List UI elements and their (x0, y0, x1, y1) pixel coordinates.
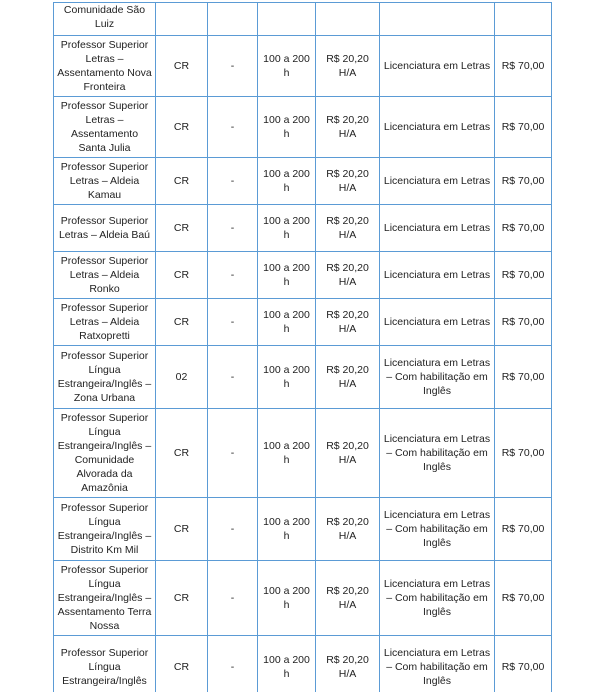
pay-cell: R$ 20,20 H/A (316, 561, 380, 636)
position-cell: Professor Superior Língua Estrangeira/Inglês – Zona Urbana (54, 346, 156, 409)
vacancies-cell: CR (156, 158, 208, 205)
pay-cell: R$ 20,20 H/A (316, 636, 380, 692)
requirement-cell: Licenciatura em Letras (380, 97, 495, 158)
table-row (54, 636, 552, 692)
fee-cell: R$ 70,00 (495, 636, 552, 692)
table-row (54, 36, 552, 97)
pay-cell: R$ 20,20 H/A (316, 409, 380, 498)
position-cell: Professor Superior Língua Estrangeira/Inglês – Assentamento Terra Nossa (54, 561, 156, 636)
vacancies-table (53, 2, 552, 692)
vacancies-cell: CR (156, 36, 208, 97)
position-cell: Professor Superior Letras – Aldeia Kamau (54, 158, 156, 205)
vacancies-cell: CR (156, 97, 208, 158)
pay-cell: R$ 20,20 H/A (316, 299, 380, 346)
reserve-cell: - (208, 158, 258, 205)
table-row (54, 299, 552, 346)
vacancies-cell: CR (156, 252, 208, 299)
vacancies-cell (156, 3, 208, 36)
requirement-cell: Licenciatura em Letras – Com habilitação em Inglês (380, 498, 495, 561)
fee-cell: R$ 70,00 (495, 97, 552, 158)
reserve-cell: - (208, 97, 258, 158)
table-row (54, 561, 552, 636)
workload-cell: 100 a 200 h (258, 561, 316, 636)
reserve-cell: - (208, 636, 258, 692)
pay-cell: R$ 20,20 H/A (316, 498, 380, 561)
table-row (54, 498, 552, 561)
position-cell: Professor Superior Língua Estrangeira/Inglês – Distrito Km Mil (54, 498, 156, 561)
workload-cell (258, 3, 316, 36)
pay-cell: R$ 20,20 H/A (316, 97, 380, 158)
reserve-cell: - (208, 409, 258, 498)
requirement-cell: Licenciatura em Letras (380, 158, 495, 205)
workload-cell: 100 a 200 h (258, 252, 316, 299)
requirement-cell: Licenciatura em Letras – Com habilitação em Inglês (380, 409, 495, 498)
requirement-cell: Licenciatura em Letras – Com habilitação em Inglês (380, 636, 495, 692)
position-cell: Professor Superior Letras – Assentamento Nova Fronteira (54, 36, 156, 97)
requirement-cell: Licenciatura em Letras (380, 36, 495, 97)
pay-cell: R$ 20,20 H/A (316, 346, 380, 409)
pay-cell: R$ 20,20 H/A (316, 205, 380, 252)
reserve-cell: - (208, 252, 258, 299)
requirement-cell (380, 3, 495, 36)
reserve-cell: - (208, 205, 258, 252)
table-row (54, 346, 552, 409)
workload-cell: 100 a 200 h (258, 97, 316, 158)
vacancies-cell: 02 (156, 346, 208, 409)
table-row (54, 158, 552, 205)
table-row (54, 3, 552, 36)
vacancies-cell: CR (156, 299, 208, 346)
reserve-cell: - (208, 346, 258, 409)
workload-cell: 100 a 200 h (258, 158, 316, 205)
requirement-cell: Licenciatura em Letras (380, 205, 495, 252)
fee-cell: R$ 70,00 (495, 205, 552, 252)
fee-cell: R$ 70,00 (495, 36, 552, 97)
vacancies-cell: CR (156, 409, 208, 498)
fee-cell: R$ 70,00 (495, 158, 552, 205)
reserve-cell: - (208, 498, 258, 561)
fee-cell: R$ 70,00 (495, 299, 552, 346)
workload-cell: 100 a 200 h (258, 409, 316, 498)
fee-cell: R$ 70,00 (495, 498, 552, 561)
position-cell: Comunidade São Luiz (54, 3, 156, 36)
reserve-cell: - (208, 299, 258, 346)
requirement-cell: Licenciatura em Letras – Com habilitação em Inglês (380, 346, 495, 409)
fee-cell: R$ 70,00 (495, 252, 552, 299)
table-row (54, 205, 552, 252)
requirement-cell: Licenciatura em Letras (380, 299, 495, 346)
table-row (54, 97, 552, 158)
workload-cell: 100 a 200 h (258, 299, 316, 346)
table-row (54, 252, 552, 299)
position-cell: Professor Superior Letras – Aldeia Ratxopretti (54, 299, 156, 346)
vacancies-cell: CR (156, 498, 208, 561)
reserve-cell: - (208, 561, 258, 636)
position-cell: Professor Superior Língua Estrangeira/Inglês – Comunidade Alvorada da Amazônia (54, 409, 156, 498)
pay-cell: R$ 20,20 H/A (316, 36, 380, 97)
vacancies-cell: CR (156, 205, 208, 252)
workload-cell: 100 a 200 h (258, 346, 316, 409)
fee-cell: R$ 70,00 (495, 409, 552, 498)
workload-cell: 100 a 200 h (258, 636, 316, 692)
workload-cell: 100 a 200 h (258, 36, 316, 97)
workload-cell: 100 a 200 h (258, 498, 316, 561)
requirement-cell: Licenciatura em Letras (380, 252, 495, 299)
reserve-cell (208, 3, 258, 36)
pay-cell (316, 3, 380, 36)
table-row (54, 409, 552, 498)
position-cell: Professor Superior Letras – Aldeia Baú (54, 205, 156, 252)
position-cell: Professor Superior Letras – Aldeia Ronko (54, 252, 156, 299)
reserve-cell: - (208, 36, 258, 97)
pay-cell: R$ 20,20 H/A (316, 158, 380, 205)
fee-cell (495, 3, 552, 36)
fee-cell: R$ 70,00 (495, 561, 552, 636)
workload-cell: 100 a 200 h (258, 205, 316, 252)
vacancies-cell: CR (156, 636, 208, 692)
position-cell: Professor Superior Letras – Assentamento Santa Julia (54, 97, 156, 158)
vacancies-cell: CR (156, 561, 208, 636)
position-cell: Professor Superior Língua Estrangeira/Inglês (54, 636, 156, 692)
pay-cell: R$ 20,20 H/A (316, 252, 380, 299)
requirement-cell: Licenciatura em Letras – Com habilitação em Inglês (380, 561, 495, 636)
fee-cell: R$ 70,00 (495, 346, 552, 409)
